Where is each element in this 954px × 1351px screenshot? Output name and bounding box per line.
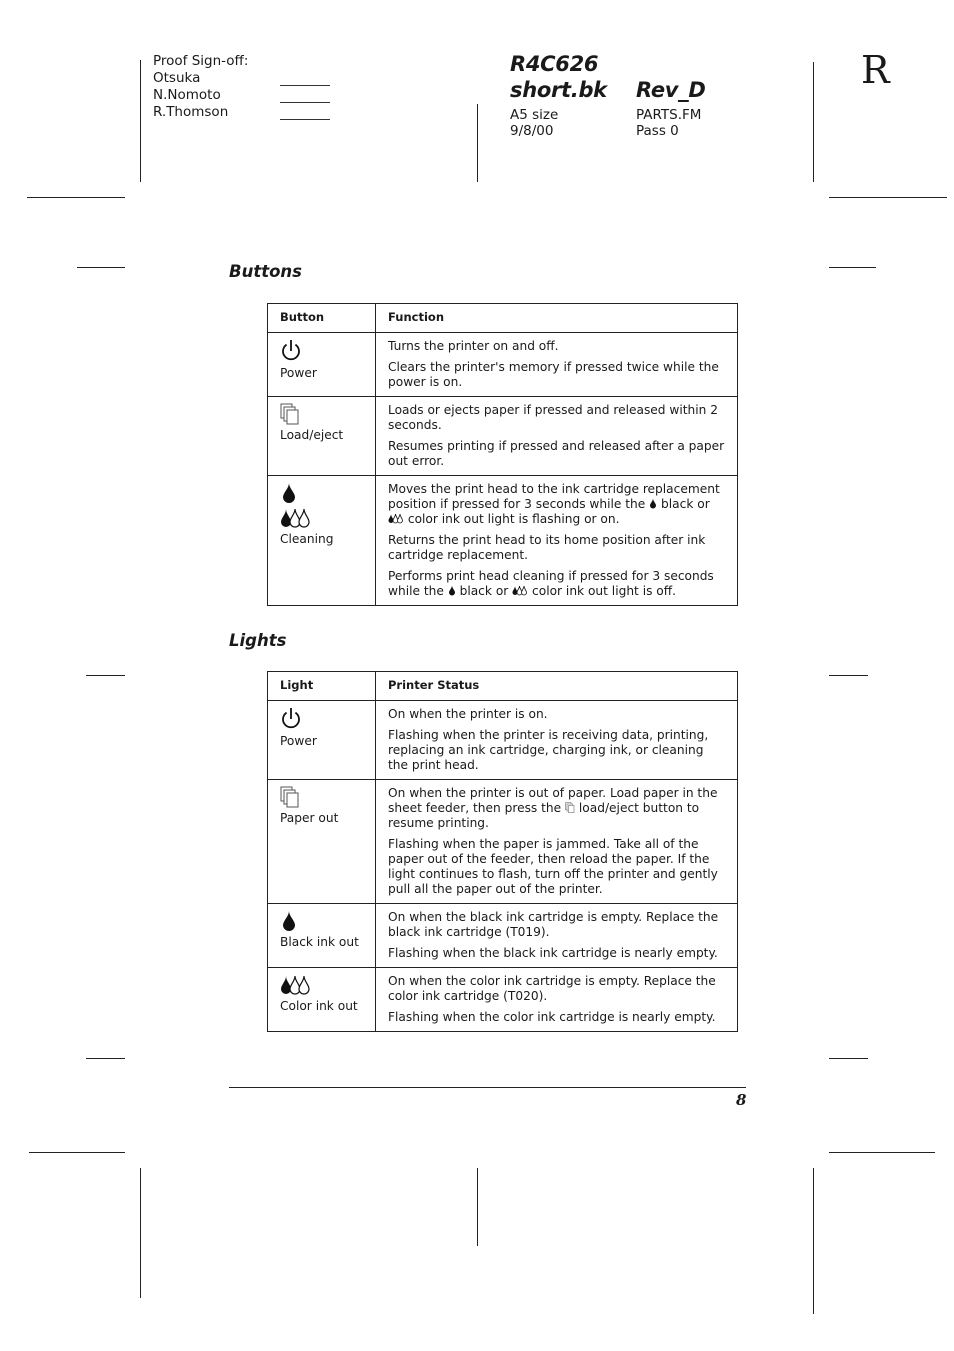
- status-cell: [376, 780, 738, 904]
- status-text: Flashing when the black ink cartridge is nearly empty.: [388, 946, 718, 960]
- paper-icon: [280, 403, 300, 425]
- pass-number: Pass 0: [636, 123, 679, 139]
- status-text: Flashing when the color ink cartridge is nearly empty.: [388, 1010, 716, 1024]
- buttons-table: [267, 303, 738, 606]
- function-cell: [376, 476, 738, 606]
- table-header-row: [268, 304, 738, 333]
- light-name: Paper out: [280, 811, 339, 825]
- frame-file: PARTS.FM: [636, 107, 702, 123]
- status-cell: [376, 701, 738, 780]
- button-cell: [268, 397, 376, 476]
- section-title-buttons: Buttons: [229, 262, 303, 281]
- function-cell: [376, 397, 738, 476]
- button-name: Power: [280, 366, 317, 380]
- button-name: Cleaning: [280, 532, 334, 546]
- signature-line: [280, 85, 330, 86]
- status-text: On when the printer is on.: [388, 707, 548, 721]
- signer-name: Otsuka: [153, 70, 201, 86]
- signer-name: N.Nomoto: [153, 87, 221, 103]
- footer-rule: [229, 1087, 746, 1088]
- proof-signoff: [153, 53, 248, 121]
- corner-letter: R: [861, 48, 890, 92]
- power-icon: [280, 707, 302, 731]
- function-text: Resumes printing if pressed and released after a paper out error.: [388, 439, 725, 468]
- black-ink-icon: [281, 910, 297, 932]
- crop-mark: [829, 675, 868, 676]
- table-row: [268, 701, 738, 780]
- status-text: Flashing when the paper is jammed. Take all of the paper out of the feeder, then reload the paper. If the light continues to flash, turn off the printer and gently pull all the paper out of the printer.: [388, 837, 718, 896]
- signature-line: [280, 119, 330, 120]
- crop-mark: [140, 1168, 141, 1298]
- function-text: Clears the printer's memory if pressed twice while the power is on.: [388, 360, 719, 389]
- status-text: Flashing when the printer is receiving data, printing, replacing an ink cartridge, charging ink, or cleaning the print head.: [388, 728, 709, 772]
- crop-mark: [477, 104, 478, 182]
- button-cell: [268, 476, 376, 606]
- function-text-part: Performs print head cleaning if pressed for 3 seconds while the: [388, 569, 714, 598]
- black-ink-icon: [649, 498, 657, 509]
- table-row: [268, 904, 738, 968]
- status-text: On when the color ink cartridge is empty. Replace the color ink cartridge (T020).: [388, 974, 716, 1003]
- crop-mark: [140, 60, 141, 182]
- function-text: Turns the printer on and off.: [388, 339, 559, 353]
- color-ink-icon: [280, 974, 312, 996]
- power-icon: [280, 339, 302, 363]
- crop-mark: [477, 1168, 478, 1246]
- status-cell: [376, 968, 738, 1032]
- status-text-part: load/eject button to resume printing.: [388, 801, 700, 830]
- color-ink-icon: [280, 507, 312, 529]
- crop-mark: [86, 675, 125, 676]
- status-text-part: On when the printer is out of paper. Load paper in the sheet feeder, then press the: [388, 786, 718, 815]
- button-cell: [268, 333, 376, 397]
- color-ink-icon: [388, 513, 404, 524]
- col-header-function: Function: [376, 304, 738, 333]
- function-text: Loads or ejects paper if pressed and released within 2 seconds.: [388, 403, 718, 432]
- doc-date: 9/8/00: [510, 123, 554, 139]
- signature-line: [280, 102, 330, 103]
- light-name: Power: [280, 734, 317, 748]
- page-number: 8: [736, 1091, 747, 1109]
- crop-mark: [27, 197, 125, 198]
- table-header-row: [268, 672, 738, 701]
- col-header-button: Button: [268, 304, 376, 333]
- lights-table: [267, 671, 738, 1032]
- color-ink-icon: [512, 585, 528, 596]
- light-cell: [268, 701, 376, 780]
- book-name: short.bk: [510, 78, 607, 102]
- section-title-lights: Lights: [229, 631, 287, 650]
- proof-label: Proof Sign-off:: [153, 53, 249, 69]
- crop-mark: [829, 197, 947, 198]
- status-text: [388, 786, 726, 831]
- doc-code: R4C626: [510, 52, 599, 76]
- light-cell: [268, 968, 376, 1032]
- page-size: A5 size: [510, 107, 559, 123]
- black-ink-icon: [448, 585, 456, 596]
- col-header-status: Printer Status: [376, 672, 738, 701]
- function-text-part: black or: [459, 584, 509, 598]
- function-text-part: black or: [661, 497, 710, 511]
- signer-name: R.Thomson: [153, 104, 229, 120]
- function-cell: [376, 333, 738, 397]
- crop-mark: [829, 1058, 868, 1059]
- light-cell: [268, 904, 376, 968]
- function-text: [388, 569, 726, 599]
- crop-mark: [86, 1058, 125, 1059]
- paper-icon: [565, 802, 575, 813]
- function-text-part: Moves the print head to the ink cartridge replacement position if pressed for 3 seconds while the: [388, 482, 720, 511]
- table-row: [268, 968, 738, 1032]
- crop-mark: [813, 62, 814, 182]
- revision: Rev_D: [636, 78, 706, 102]
- status-cell: [376, 904, 738, 968]
- button-name: Load/eject: [280, 428, 344, 442]
- table-row: [268, 780, 738, 904]
- light-name: Black ink out: [280, 935, 359, 949]
- table-row: [268, 333, 738, 397]
- function-text: Returns the print head to its home position after ink cartridge replacement.: [388, 533, 706, 562]
- function-text-part: color ink out light is flashing or on.: [407, 512, 620, 526]
- paper-icon: [280, 786, 300, 808]
- crop-mark: [829, 1152, 935, 1153]
- status-text: On when the black ink cartridge is empty. Replace the black ink cartridge (T019).: [388, 910, 719, 939]
- crop-mark: [829, 267, 876, 268]
- function-text: [388, 482, 726, 527]
- light-name: Color ink out: [280, 999, 358, 1013]
- crop-mark: [29, 1152, 125, 1153]
- table-row: [268, 397, 738, 476]
- table-row: [268, 476, 738, 606]
- function-text-part: color ink out light is off.: [532, 584, 677, 598]
- black-ink-icon: [281, 482, 297, 504]
- col-header-light: Light: [268, 672, 376, 701]
- crop-mark: [77, 267, 125, 268]
- light-cell: [268, 780, 376, 904]
- crop-mark: [813, 1168, 814, 1314]
